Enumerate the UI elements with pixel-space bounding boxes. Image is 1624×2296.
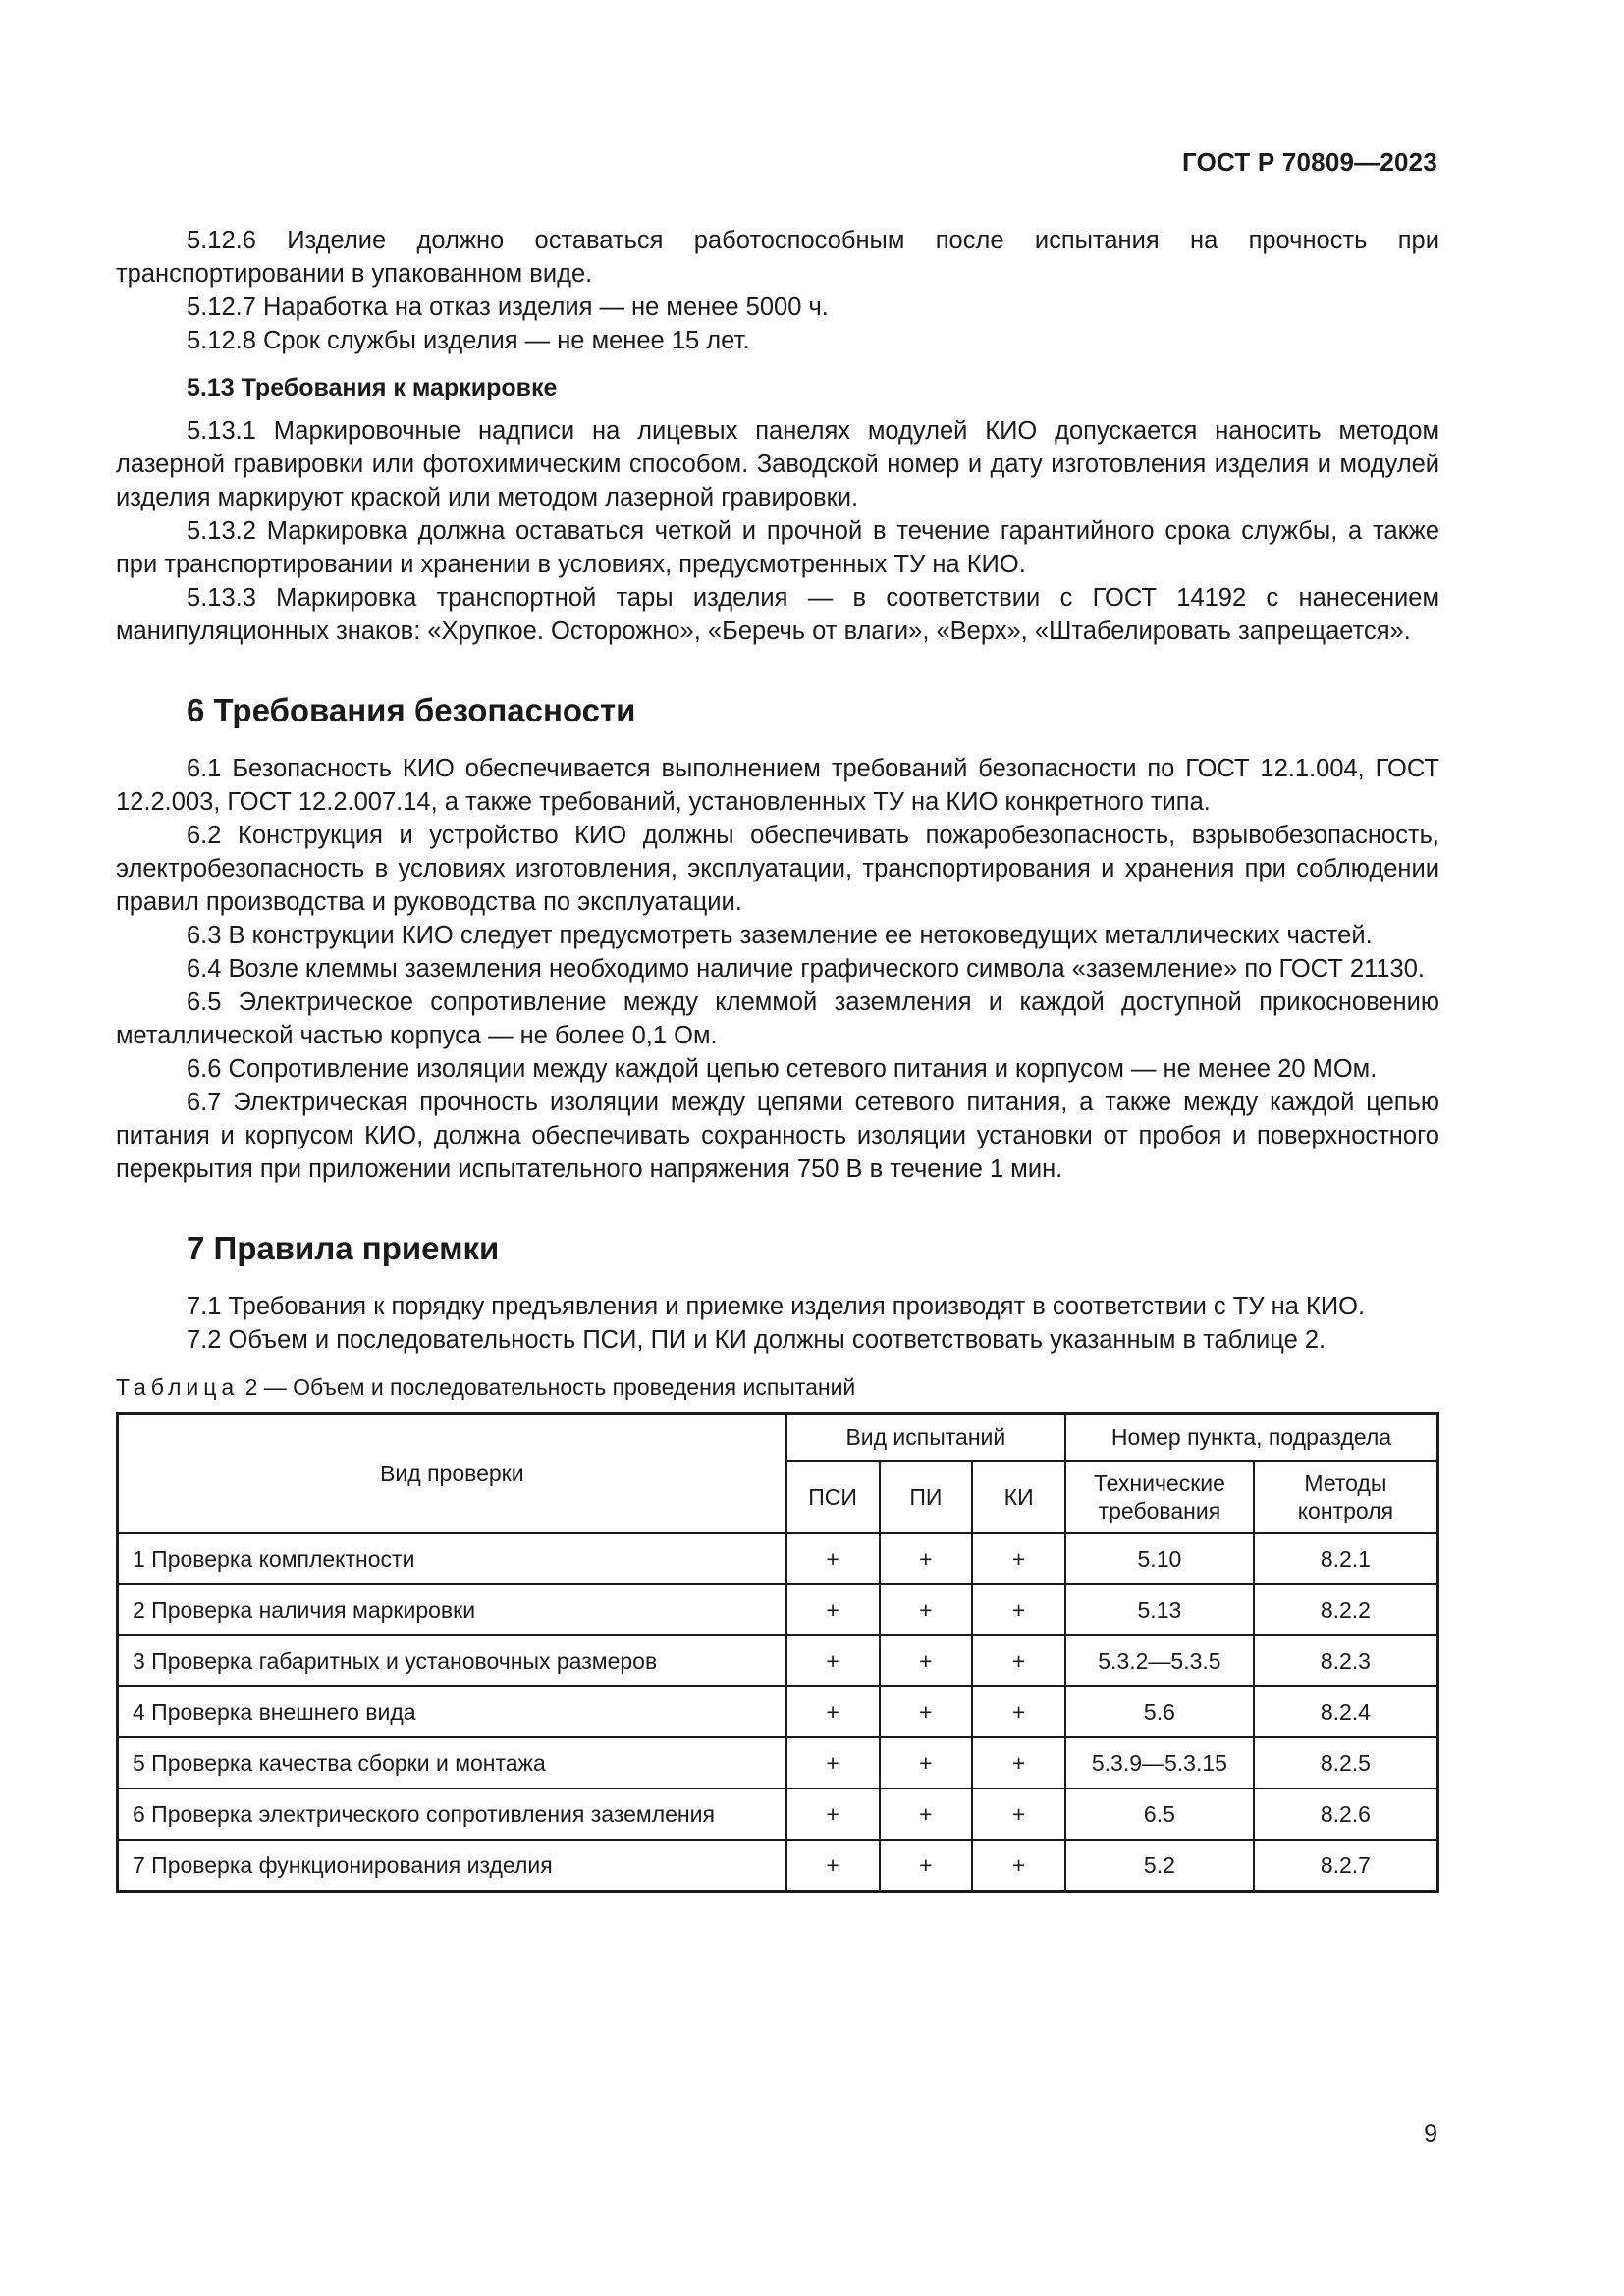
header-control-methods: Методы контроля bbox=[1254, 1461, 1438, 1533]
paragraph-5-12-8: 5.12.8 Срок службы изделия — не менее 15 лет. bbox=[187, 327, 750, 354]
page-number: 9 bbox=[1424, 2120, 1437, 2148]
paragraph-6-1: 6.1 Безопасность КИО обеспечивается выполнением требований безопасности по ГОСТ 12.1.004, ГОСТ 12.2.003, ГОСТ 12.2.007.14, а также требований, установленных ТУ на КИО конкретного типа. bbox=[116, 755, 1439, 816]
page-content bbox=[116, 224, 1439, 1893]
cell-tech-requirement: 6.5 bbox=[1065, 1789, 1254, 1840]
paragraph-6-4: 6.4 Возле клеммы заземления необходимо наличие графического символа «заземление» по ГОСТ 21130. bbox=[187, 955, 1425, 983]
cell-check-name: 2 Проверка наличия маркировки bbox=[118, 1584, 786, 1635]
cell-psi: + bbox=[786, 1584, 880, 1635]
header-tech-requirements: Технические требования bbox=[1065, 1461, 1254, 1533]
cell-ki: + bbox=[972, 1635, 1065, 1686]
paragraph-6-3: 6.3 В конструкции КИО следует предусмотреть заземление ее нетоковедущих металлических частей. bbox=[187, 922, 1373, 949]
header-check-type: Вид проверки bbox=[118, 1414, 786, 1534]
heading-section-6: 6 Требования безопасности bbox=[187, 692, 636, 728]
cell-ki: + bbox=[972, 1840, 1065, 1892]
cell-check-name: 1 Проверка комплектности bbox=[118, 1533, 786, 1584]
cell-pi: + bbox=[880, 1789, 973, 1840]
paragraph-5-12-6: 5.12.6 Изделие должно оставаться работоспособным после испытания на прочность при транспортировании в упакованном виде. bbox=[116, 227, 1439, 288]
table-caption-text: 2 — Объем и последовательность проведения испытаний bbox=[244, 1374, 856, 1400]
paragraph-6-2: 6.2 Конструкция и устройство КИО должны обеспечивать пожаробезопасность, взрывобезопасность, электробезопасность в условиях изготовления, эксплуатации, транспортирования и хранения при соблюдении правил производства и руководства по эксплуатации. bbox=[116, 822, 1439, 916]
cell-psi: + bbox=[786, 1635, 880, 1686]
header-pi: ПИ bbox=[880, 1461, 973, 1533]
paragraph-5-13-1: 5.13.1 Маркировочные надписи на лицевых панелях модулей КИО допускается наносить методом лазерной гравировки или фотохимическим способом. Заводской номер и дату изготовления изделия и модулей изделия маркируют краской или методом лазерной гравировки. bbox=[116, 417, 1439, 511]
document-id: ГОСТ Р 70809—2023 bbox=[1182, 147, 1437, 177]
paragraph-6-7: 6.7 Электрическая прочность изоляции между цепями сетевого питания, а также между каждой цепью питания и корпусом КИО, должна обеспечивать сохранность изоляции установки от пробоя и поверхностного перекрытия при приложении испытательного напряжения 750 В в течение 1 мин. bbox=[116, 1089, 1439, 1183]
cell-control-method: 8.2.2 bbox=[1254, 1584, 1438, 1635]
table-row bbox=[118, 1840, 1438, 1892]
cell-check-name: 5 Проверка качества сборки и монтажа bbox=[118, 1737, 786, 1789]
cell-psi: + bbox=[786, 1789, 880, 1840]
cell-psi: + bbox=[786, 1533, 880, 1584]
header-clause-number: Номер пункта, подраздела bbox=[1065, 1414, 1437, 1462]
table-row bbox=[118, 1789, 1438, 1840]
cell-check-name: 4 Проверка внешнего вида bbox=[118, 1686, 786, 1737]
table-row bbox=[118, 1737, 1438, 1789]
cell-control-method: 8.2.5 bbox=[1254, 1737, 1438, 1789]
cell-control-method: 8.2.3 bbox=[1254, 1635, 1438, 1686]
cell-check-name: 7 Проверка функционирования изделия bbox=[118, 1840, 786, 1892]
heading-5-13: 5.13 Требования к маркировке bbox=[187, 374, 558, 401]
cell-control-method: 8.2.1 bbox=[1254, 1533, 1438, 1584]
paragraph-5-13-3: 5.13.3 Маркировка транспортной тары изделия — в соответствии с ГОСТ 14192 с нанесением манипуляционных знаков: «Хрупкое. Осторожно», «Беречь от влаги», «Верх», «Штабелировать запрещается». bbox=[116, 584, 1439, 645]
table-caption bbox=[116, 1372, 1439, 1402]
header-ki: КИ bbox=[972, 1461, 1065, 1533]
cell-psi: + bbox=[786, 1686, 880, 1737]
cell-pi: + bbox=[880, 1635, 973, 1686]
cell-tech-requirement: 5.13 bbox=[1065, 1584, 1254, 1635]
cell-tech-requirement: 5.3.2—5.3.5 bbox=[1065, 1635, 1254, 1686]
header-psi: ПСИ bbox=[786, 1461, 880, 1533]
table-row bbox=[118, 1635, 1438, 1686]
cell-ki: + bbox=[972, 1686, 1065, 1737]
cell-tech-requirement: 5.10 bbox=[1065, 1533, 1254, 1584]
cell-tech-requirement: 5.3.9—5.3.15 bbox=[1065, 1737, 1254, 1789]
cell-ki: + bbox=[972, 1584, 1065, 1635]
paragraph-5-13-2: 5.13.2 Маркировка должна оставаться четкой и прочной в течение гарантийного срока службы, а также при транспортировании и хранении в условиях, предусмотренных ТУ на КИО. bbox=[116, 517, 1439, 578]
paragraph-6-5: 6.5 Электрическое сопротивление между клеммой заземления и каждой доступной прикосновению металлической частью корпуса — не более 0,1 Ом. bbox=[116, 988, 1439, 1049]
cell-pi: + bbox=[880, 1533, 973, 1584]
cell-pi: + bbox=[880, 1737, 973, 1789]
cell-control-method: 8.2.6 bbox=[1254, 1789, 1438, 1840]
cell-psi: + bbox=[786, 1840, 880, 1892]
cell-ki: + bbox=[972, 1737, 1065, 1789]
cell-pi: + bbox=[880, 1840, 973, 1892]
heading-section-7: 7 Правила приемки bbox=[187, 1230, 500, 1266]
cell-pi: + bbox=[880, 1584, 973, 1635]
cell-pi: + bbox=[880, 1686, 973, 1737]
cell-check-name: 6 Проверка электрического сопротивления заземления bbox=[118, 1789, 786, 1840]
header-test-type: Вид испытаний bbox=[786, 1414, 1065, 1462]
table-row bbox=[118, 1584, 1438, 1635]
paragraph-7-1: 7.1 Требования к порядку предъявления и приемке изделия производят в соответствии с ТУ на КИО. bbox=[187, 1293, 1366, 1320]
cell-control-method: 8.2.7 bbox=[1254, 1840, 1438, 1892]
cell-psi: + bbox=[786, 1737, 880, 1789]
cell-ki: + bbox=[972, 1789, 1065, 1840]
cell-tech-requirement: 5.6 bbox=[1065, 1686, 1254, 1737]
cell-tech-requirement: 5.2 bbox=[1065, 1840, 1254, 1892]
table-row bbox=[118, 1686, 1438, 1737]
paragraph-7-2: 7.2 Объем и последовательность ПСИ, ПИ и КИ должны соответствовать указанным в таблице 2. bbox=[187, 1326, 1326, 1354]
cell-control-method: 8.2.4 bbox=[1254, 1686, 1438, 1737]
paragraph-5-12-7: 5.12.7 Наработка на отказ изделия — не менее 5000 ч. bbox=[187, 294, 829, 321]
table-row bbox=[118, 1533, 1438, 1584]
tests-table bbox=[116, 1412, 1439, 1893]
table-caption-label: Таблица bbox=[116, 1374, 240, 1400]
cell-ki: + bbox=[972, 1533, 1065, 1584]
paragraph-6-6: 6.6 Сопротивление изоляции между каждой цепью сетевого питания и корпусом — не менее 20 МОм. bbox=[187, 1055, 1378, 1083]
cell-check-name: 3 Проверка габаритных и установочных размеров bbox=[118, 1635, 786, 1686]
